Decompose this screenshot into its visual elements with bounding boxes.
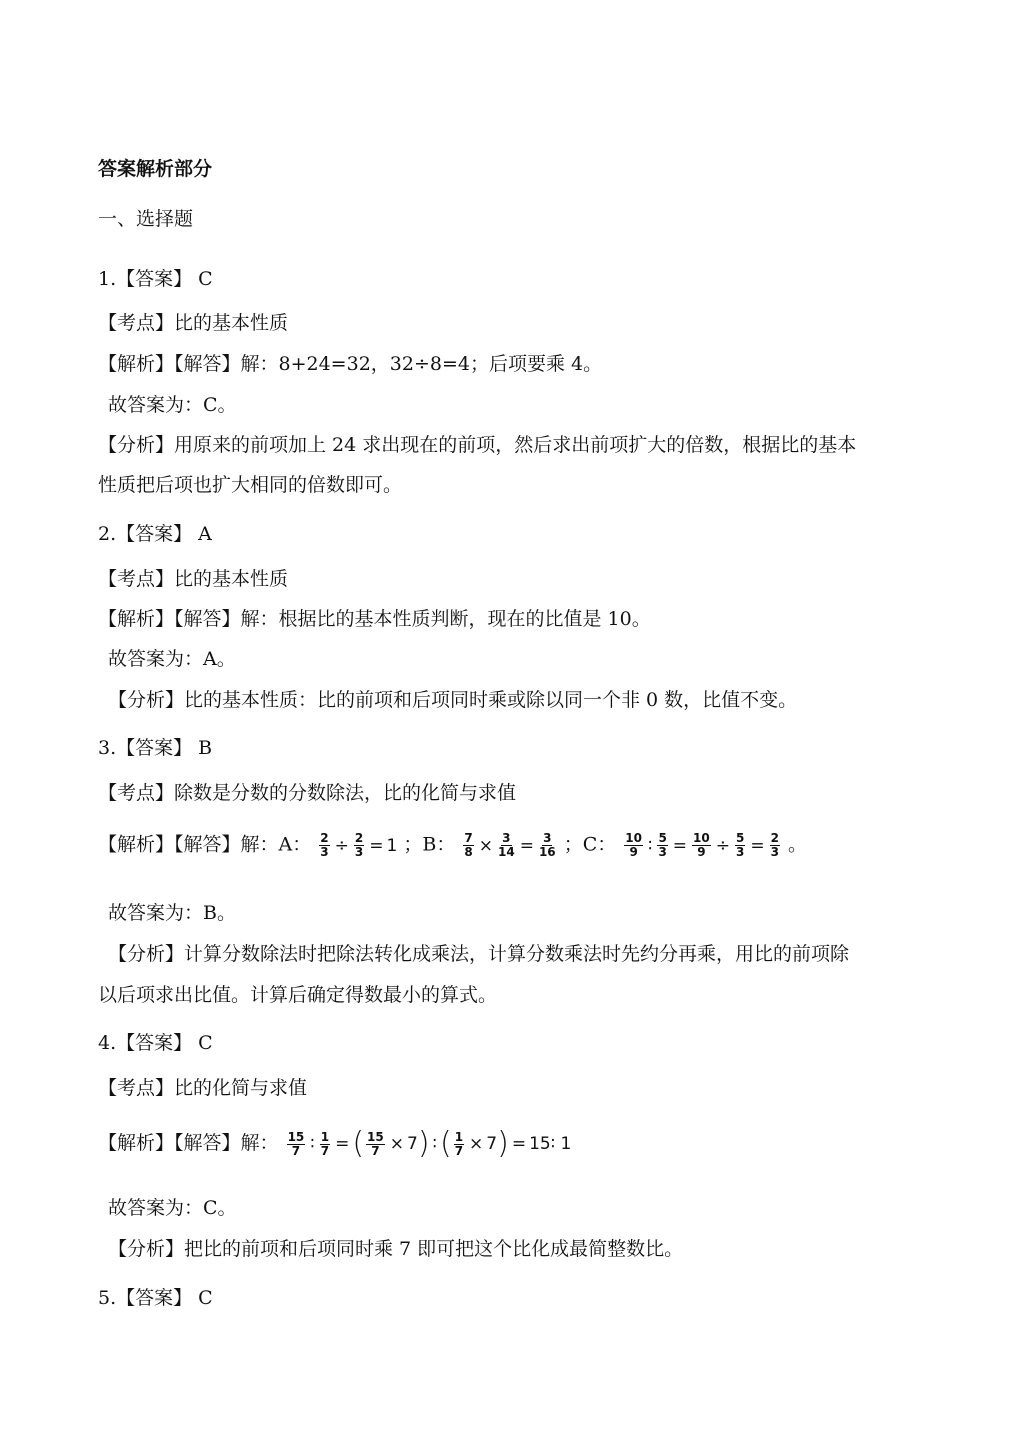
fraction: $\frac{3}{16}$ xyxy=(538,831,556,859)
q4-conclusion: 故答案为：C。 xyxy=(108,1197,237,1219)
q4-answer: 4.【答案】 C xyxy=(98,1032,213,1054)
q1-point: 【考点】比的基本性质 xyxy=(98,312,289,334)
q4-note: 【分析】把比的前项和后项同时乘 7 即可把这个比化成最简整数比。 xyxy=(108,1238,684,1260)
section-title: 一、选择题 xyxy=(98,208,194,230)
q4-formula: $\frac{15}{7}$ ∶ $\frac{1}{7}$ = ( $\frac{15}{7}$ × 7 ) ∶ ( $\frac{1}{7}$ × 7 ) = 15∶ 1 xyxy=(287,1126,572,1161)
fraction: $\frac{5}{3}$ xyxy=(736,831,745,859)
q4-point: 【考点】比的化简与求值 xyxy=(98,1077,308,1099)
q5-answer: 5.【答案】 C xyxy=(98,1287,213,1309)
q3-formula-a: $\frac{2}{3}$ ÷ $\frac{2}{3}$ = 1 xyxy=(320,831,398,859)
fraction: $\frac{1}{7}$ xyxy=(320,1129,330,1158)
q2-conclusion: 故答案为：A。 xyxy=(108,648,236,670)
q3-label-c: ；C： xyxy=(563,833,617,856)
q3-point: 【考点】除数是分数的分数除法，比的化简与求值 xyxy=(98,782,517,804)
fraction: $\frac{15}{7}$ xyxy=(367,1129,384,1158)
q3-note-line2: 以后项求出比值。计算后确定得数最小的算式。 xyxy=(98,984,498,1006)
fraction: $\frac{10}{9}$ xyxy=(693,831,710,859)
q2-analysis: 【解析】【解答】解：根据比的基本性质判断，现在的比值是 10。 xyxy=(98,608,651,630)
q3-note-line1: 【分析】计算分数除法时把除法转化成乘法，计算分数乘法时先约分再乘，用比的前项除 xyxy=(108,943,850,965)
fraction: $\frac{2}{3}$ xyxy=(354,831,364,859)
q2-point: 【考点】比的基本性质 xyxy=(98,568,289,590)
q1-answer: 1.【答案】 C xyxy=(98,268,213,290)
q1-conclusion: 故答案为：C。 xyxy=(108,394,237,416)
q1-analysis: 【解析】【解答】解：8+24=32，32÷8=4；后项要乘 4。 xyxy=(98,353,603,375)
q3-label-b: ；B： xyxy=(403,833,456,856)
q2-note: 【分析】比的基本性质：比的前项和后项同时乘或除以同一个非 0 数，比值不变。 xyxy=(108,689,798,711)
fraction: $\frac{2}{3}$ xyxy=(770,831,779,859)
q2-answer: 2.【答案】 A xyxy=(98,523,212,545)
q3-analysis xyxy=(98,832,807,859)
fraction: $\frac{7}{8}$ xyxy=(464,831,473,859)
q1-note-line1: 【分析】用原来的前项加上 24 求出现在的前项，然后求出前项扩大的倍数，根据比的基本 xyxy=(98,434,857,456)
q4-analysis xyxy=(98,1126,572,1161)
fraction: $\frac{10}{9}$ xyxy=(625,831,642,859)
page-title: 答案解析部分 xyxy=(98,158,213,180)
fraction: $\frac{15}{7}$ xyxy=(287,1129,305,1158)
q3-conclusion: 故答案为：B。 xyxy=(108,902,236,924)
fraction: $\frac{2}{3}$ xyxy=(320,831,329,859)
fraction: $\frac{5}{3}$ xyxy=(658,831,667,859)
fraction: $\frac{3}{14}$ xyxy=(498,831,515,859)
q3-formula-c: $\frac{10}{9}$ ∶ $\frac{5}{3}$ = $\frac{10}{9}$ ÷ $\frac{5}{3}$ = $\frac{2}{3}$ xyxy=(625,831,779,859)
q3-end-mark: 。 xyxy=(788,833,808,856)
q3-analysis-prefix: 【解析】【解答】解：A： xyxy=(98,833,312,856)
q1-note-line2: 性质把后项也扩大相同的倍数即可。 xyxy=(98,474,403,496)
fraction: $\frac{1}{7}$ xyxy=(454,1129,464,1158)
q3-answer: 3.【答案】 B xyxy=(98,737,213,759)
q4-analysis-prefix: 【解析】【解答】解： xyxy=(98,1132,279,1154)
q3-formula-b: $\frac{7}{8}$ × $\frac{3}{14}$ = $\frac{3}{16}$ xyxy=(464,831,556,859)
